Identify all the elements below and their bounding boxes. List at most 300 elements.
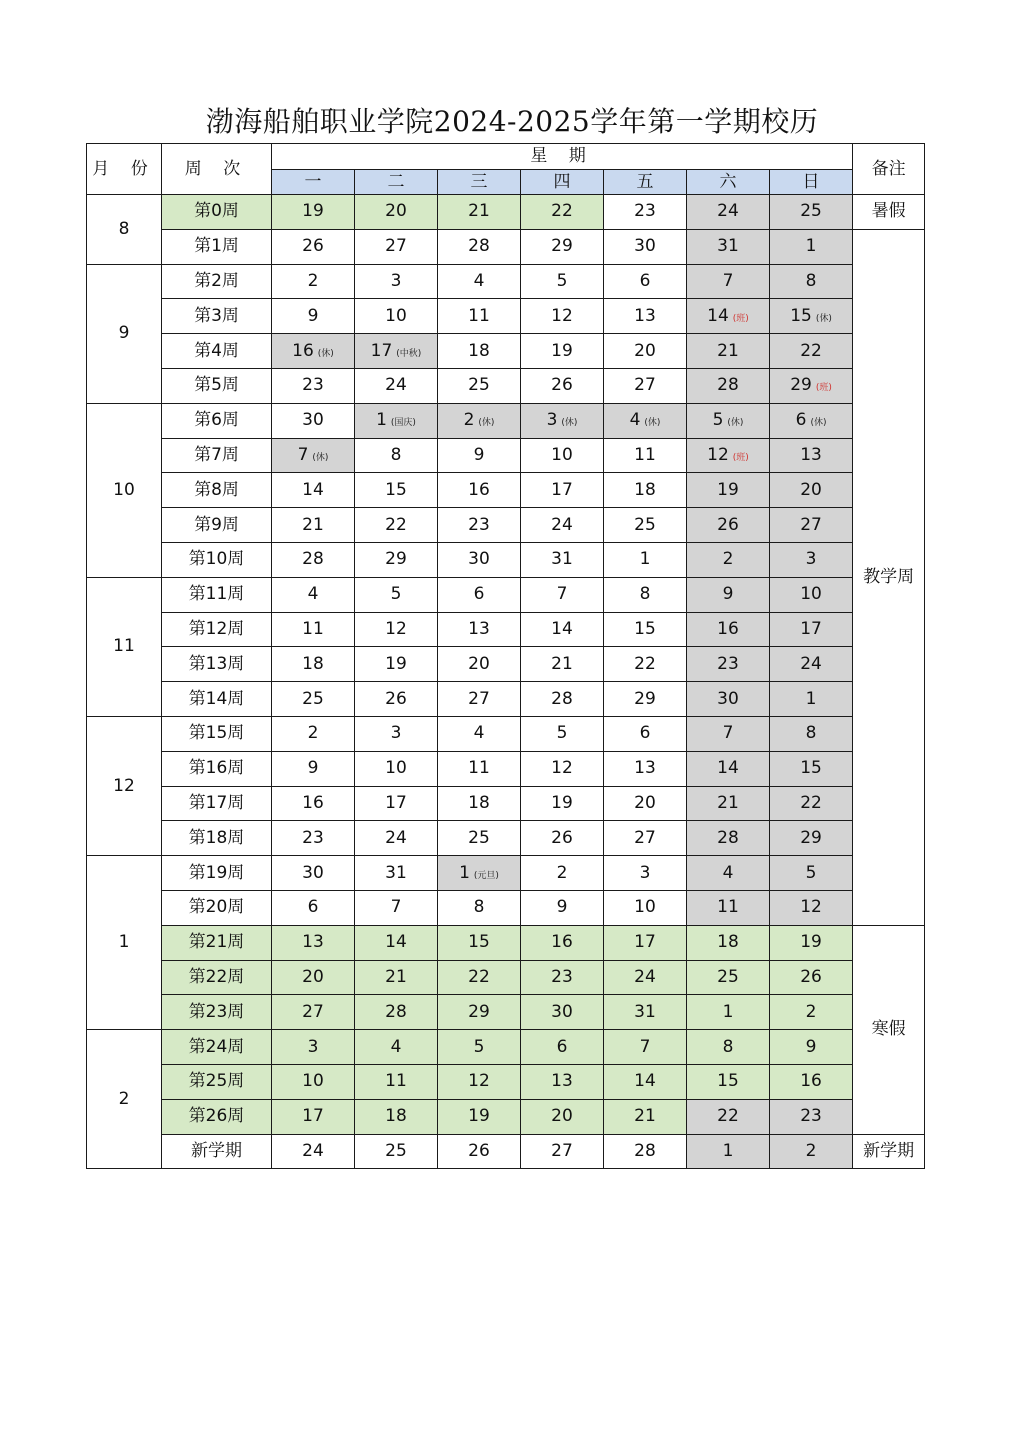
day-cell [770,577,853,612]
day-cell [355,229,438,264]
day-number: 27 [634,827,656,848]
day-number: 31 [634,1001,656,1022]
day-cell [272,438,355,473]
day-number: 7 [297,444,309,465]
day-number: 2 [805,1140,817,1161]
day-cell [272,299,355,334]
day-number: 4 [390,1036,402,1057]
day-number: 15 [634,618,656,639]
day-number: 11 [468,758,490,779]
day-number: 17 [385,792,407,813]
day-number: 30 [302,862,324,883]
day-cell [770,195,853,230]
day-number: 3 [546,410,558,431]
day-cell [770,995,853,1030]
week-label: 第16周 [162,751,272,786]
day-number: 18 [468,792,490,813]
week-row [87,195,925,230]
day-number: 20 [551,1106,573,1127]
day-cell [604,716,687,751]
day-cell [687,334,770,369]
day-number: 15 [468,932,490,953]
day-number: 15 [717,1071,739,1092]
day-number: 26 [551,827,573,848]
week-row [87,995,925,1030]
day-cell [604,473,687,508]
day-number: 12 [551,305,573,326]
day-number: 13 [800,444,822,465]
day-number: 5 [556,723,568,744]
day-cell [770,1064,853,1099]
day-tag: (班) [732,452,749,463]
day-number: 27 [385,236,407,257]
day-cell [687,1030,770,1065]
day-cell [355,751,438,786]
day-cell [355,508,438,543]
day-cell [770,264,853,299]
day-number: 6 [473,584,485,605]
day-cell [770,682,853,717]
day-cell [272,334,355,369]
day-cell [355,647,438,682]
week-label: 第24周 [162,1030,272,1065]
day-cell [438,508,521,543]
day-cell [355,403,438,438]
day-number: 24 [634,966,656,987]
day-number: 7 [390,897,402,918]
day-cell [438,334,521,369]
week-label: 第6周 [162,403,272,438]
day-number: 19 [468,1106,490,1127]
week-label: 第13周 [162,647,272,682]
day-cell [521,856,604,891]
day-cell [770,508,853,543]
day-cell [438,856,521,891]
day-cell [604,577,687,612]
day-number: 15 [385,479,407,500]
day-number: 3 [639,862,651,883]
day-number: 30 [302,410,324,431]
day-cell [770,1099,853,1134]
day-number: 16 [292,340,314,361]
day-cell [438,682,521,717]
note-cell-new-term: 新学期 [853,1134,925,1169]
day-number: 1 [805,236,817,257]
day-cell [521,751,604,786]
day-number: 9 [722,584,734,605]
day-number: 22 [551,201,573,222]
day-number: 23 [302,827,324,848]
day-cell [687,473,770,508]
day-cell [438,751,521,786]
day-cell [438,577,521,612]
week-row [87,647,925,682]
day-cell [687,577,770,612]
calendar-table [86,143,925,1169]
day-cell [687,195,770,230]
day-number: 22 [800,340,822,361]
day-number: 22 [385,514,407,535]
week-label: 第5周 [162,368,272,403]
week-label: 第14周 [162,682,272,717]
day-cell [272,856,355,891]
day-cell [272,195,355,230]
week-row [87,542,925,577]
day-cell [438,299,521,334]
day-number: 16 [302,792,324,813]
day-cell [687,890,770,925]
day-number: 13 [468,618,490,639]
day-number: 30 [717,688,739,709]
day-cell [355,299,438,334]
note-cell-teaching: 教学周 [853,229,925,925]
day-number: 5 [712,410,724,431]
day-tag: (班) [732,313,749,324]
week-label: 第0周 [162,195,272,230]
day-number: 4 [473,723,485,744]
day-cell [521,995,604,1030]
day-cell [687,1099,770,1134]
day-number: 17 [370,340,393,361]
day-number: 28 [385,1001,407,1022]
day-cell [521,1030,604,1065]
day-number: 21 [551,653,573,674]
day-cell [272,890,355,925]
day-number: 8 [473,897,485,918]
day-number: 5 [805,862,817,883]
day-number: 2 [307,723,319,744]
week-row [87,264,925,299]
day-cell [687,682,770,717]
day-number: 22 [468,966,490,987]
day-cell [770,1134,853,1169]
day-cell [604,960,687,995]
day-cell [355,786,438,821]
day-cell [770,786,853,821]
day-number: 1 [722,1140,734,1161]
day-cell [770,890,853,925]
day-tag: (休) [478,418,495,429]
day-number: 29 [385,549,407,570]
day-cell [521,264,604,299]
week-row [87,856,925,891]
day-cell [687,542,770,577]
day-number: 4 [473,270,485,291]
day-number: 1 [376,410,387,431]
week-label: 第4周 [162,334,272,369]
day-number: 25 [385,1140,407,1161]
day-number: 6 [795,410,807,431]
day-number: 27 [302,1001,324,1022]
day-number: 31 [551,549,573,570]
day-cell [521,716,604,751]
week-label: 新学期 [162,1134,272,1169]
day-number: 6 [639,723,651,744]
day-cell [272,716,355,751]
week-label: 第19周 [162,856,272,891]
day-cell [438,960,521,995]
day-cell [604,1134,687,1169]
day-number: 24 [717,201,739,222]
week-label: 第9周 [162,508,272,543]
day-number: 15 [800,758,822,779]
weekday-header-mon: 一 [272,170,355,195]
day-cell [521,890,604,925]
day-cell [438,995,521,1030]
day-number: 28 [302,549,324,570]
day-number: 26 [468,1140,490,1161]
day-cell [355,438,438,473]
day-number: 23 [717,653,739,674]
day-cell [604,264,687,299]
month-header: 月 份 [87,144,162,195]
day-number: 28 [717,827,739,848]
day-cell [770,1030,853,1065]
day-cell [521,473,604,508]
day-cell [687,403,770,438]
day-cell [272,995,355,1030]
day-cell [272,786,355,821]
day-cell [272,682,355,717]
day-number: 18 [717,932,739,953]
day-number: 21 [634,1106,656,1127]
day-number: 30 [468,549,490,570]
day-cell [521,821,604,856]
day-cell [438,1099,521,1134]
month-cell: 10 [87,403,162,577]
day-number: 12 [800,897,822,918]
weekday-header-wed: 三 [438,170,521,195]
day-cell [355,925,438,960]
day-cell [770,612,853,647]
day-number: 16 [551,932,573,953]
week-row [87,682,925,717]
day-number: 11 [468,305,490,326]
day-cell [521,1064,604,1099]
day-number: 4 [722,862,734,883]
day-cell [272,368,355,403]
day-number: 30 [551,1001,573,1022]
day-cell [770,334,853,369]
day-cell [687,368,770,403]
day-cell [272,612,355,647]
day-cell [770,542,853,577]
day-cell [272,751,355,786]
day-number: 11 [302,618,324,639]
day-cell [604,925,687,960]
day-cell [770,473,853,508]
day-number: 9 [473,444,485,465]
day-number: 19 [551,340,573,361]
day-cell [438,716,521,751]
day-cell [355,1134,438,1169]
day-cell [272,473,355,508]
day-number: 26 [800,966,822,987]
day-cell [521,403,604,438]
day-cell [604,751,687,786]
day-number: 12 [551,758,573,779]
day-number: 28 [468,236,490,257]
day-cell [687,925,770,960]
day-number: 9 [805,1036,817,1057]
day-number: 13 [551,1071,573,1092]
day-number: 31 [717,236,739,257]
day-number: 25 [468,827,490,848]
day-number: 6 [307,897,319,918]
day-number: 4 [307,584,319,605]
day-number: 24 [800,653,822,674]
day-cell [521,195,604,230]
note-cell-summer: 暑假 [853,195,925,230]
week-row [87,821,925,856]
week-label: 第25周 [162,1064,272,1099]
week-header: 周 次 [162,144,272,195]
day-number: 9 [556,897,568,918]
day-tag: (国庆) [390,418,416,429]
week-label: 第8周 [162,473,272,508]
day-number: 31 [385,862,407,883]
month-cell: 9 [87,264,162,403]
day-number: 22 [634,653,656,674]
day-cell [521,334,604,369]
day-number: 29 [468,1001,490,1022]
day-cell [521,438,604,473]
day-number: 27 [551,1140,573,1161]
day-number: 16 [717,618,739,639]
day-tag: (元旦) [473,870,499,881]
day-number: 26 [385,688,407,709]
week-row [87,716,925,751]
day-cell [355,542,438,577]
week-row [87,960,925,995]
day-number: 12 [707,444,729,465]
day-number: 20 [634,340,656,361]
month-cell: 1 [87,856,162,1030]
day-cell [438,403,521,438]
day-number: 17 [800,618,822,639]
day-number: 22 [717,1106,739,1127]
day-cell [521,577,604,612]
weekday-header-fri: 五 [604,170,687,195]
day-cell [272,264,355,299]
day-number: 19 [385,653,407,674]
day-number: 25 [468,375,490,396]
day-cell [438,786,521,821]
day-number: 8 [390,444,402,465]
day-cell [438,1064,521,1099]
day-cell [272,960,355,995]
day-cell [355,1030,438,1065]
day-cell [687,856,770,891]
day-number: 5 [390,584,402,605]
day-number: 16 [800,1071,822,1092]
day-number: 14 [302,479,324,500]
week-label: 第26周 [162,1099,272,1134]
day-number: 20 [634,792,656,813]
day-number: 1 [805,688,817,709]
day-number: 30 [634,236,656,257]
day-number: 27 [634,375,656,396]
day-cell [770,229,853,264]
day-cell [521,786,604,821]
day-number: 24 [385,375,407,396]
day-number: 10 [634,897,656,918]
day-cell [355,890,438,925]
day-number: 7 [722,723,734,744]
day-number: 12 [468,1071,490,1092]
day-number: 21 [302,514,324,535]
day-cell [272,1134,355,1169]
week-label: 第11周 [162,577,272,612]
week-label: 第15周 [162,716,272,751]
day-cell [438,438,521,473]
day-number: 13 [634,758,656,779]
day-number: 27 [468,688,490,709]
day-number: 28 [551,688,573,709]
day-cell [272,403,355,438]
day-cell [687,960,770,995]
day-number: 20 [302,966,324,987]
day-number: 10 [385,305,407,326]
day-number: 29 [634,688,656,709]
day-cell [521,1099,604,1134]
day-number: 29 [790,375,812,396]
day-number: 23 [551,966,573,987]
week-row [87,577,925,612]
day-cell [521,960,604,995]
day-number: 1 [722,1001,734,1022]
day-number: 8 [805,270,817,291]
day-cell [355,334,438,369]
day-cell [770,716,853,751]
day-cell [521,682,604,717]
day-number: 18 [385,1106,407,1127]
day-cell [355,612,438,647]
month-cell: 12 [87,716,162,855]
weekday-header-tue: 二 [355,170,438,195]
day-number: 3 [805,549,817,570]
day-number: 26 [302,236,324,257]
day-cell [604,821,687,856]
day-cell [438,1030,521,1065]
week-row [87,925,925,960]
day-number: 7 [722,270,734,291]
day-cell [770,925,853,960]
day-cell [438,647,521,682]
day-number: 19 [551,792,573,813]
day-number: 9 [307,305,319,326]
day-number: 25 [634,514,656,535]
day-cell [687,821,770,856]
day-number: 12 [385,618,407,639]
week-row [87,1134,925,1169]
week-label: 第1周 [162,229,272,264]
day-cell [438,229,521,264]
day-number: 3 [390,723,402,744]
day-cell [604,334,687,369]
day-number: 23 [634,201,656,222]
day-cell [521,1134,604,1169]
week-row [87,1099,925,1134]
day-cell [521,647,604,682]
day-cell [687,229,770,264]
day-number: 1 [459,862,470,883]
day-cell [355,995,438,1030]
day-number: 10 [800,584,822,605]
day-number: 10 [385,758,407,779]
day-cell [272,1030,355,1065]
day-cell [355,716,438,751]
